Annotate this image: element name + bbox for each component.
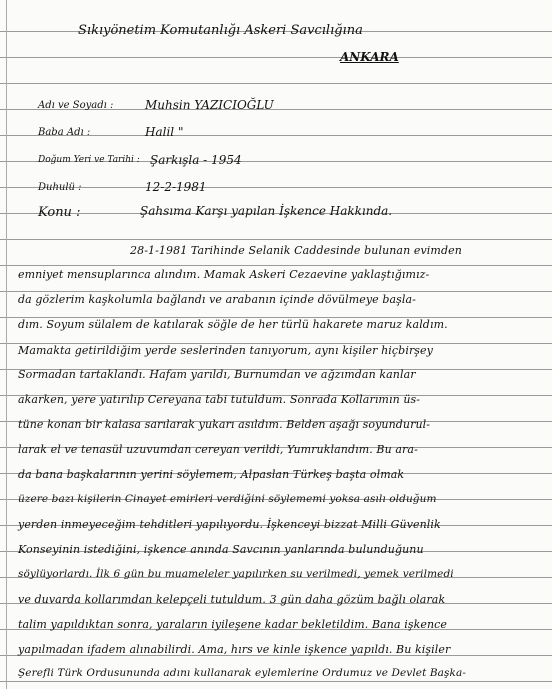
body-line-12: yerden inmeyeceğim tehditleri yapılıyordu. İşkenceyi bizzat Milli Güvenlik — [18, 518, 441, 531]
body-line-5: Mamakta getirildiğim yerde seslerinden tanıyorum, aynı kişiler hiçbirşey — [18, 344, 433, 357]
field-value-entry: 12-2-1981 — [145, 180, 207, 194]
body-line-17: yapılmadan ifadem alınabilirdi. Ama, hırs ve kinle işkence yapıldı. Bu kişiler — [18, 643, 451, 656]
field-value-birth: Şarkışla - 1954 — [150, 153, 242, 167]
field-value-subject: Şahsıma Karşı yapılan İşkence Hakkında. — [140, 204, 393, 218]
body-line-6: Sormadan tartaklandı. Hafam yarıldı, Burnumdan ve ağzımdan kanlar — [18, 368, 416, 381]
body-line-14: söylüyorlardı. İlk 6 gün bu muameleler yapılırken su verilmedi, yemek verilmedi — [18, 568, 454, 580]
field-value-name: Muhsin YAZICIOĞLU — [145, 98, 274, 112]
field-label-entry: Duhulü : — [38, 182, 82, 193]
field-label-name: Adı ve Soyadı : — [38, 100, 114, 111]
field-label-birth: Doğum Yeri ve Tarihi : — [38, 155, 140, 165]
page-margin-line — [0, 0, 7, 689]
body-line-7: akarken, yere yatırılıp Cereyana tabi tutuldum. Sonrada Kollarımın üs- — [18, 393, 421, 406]
field-value-father: Halil " — [145, 125, 184, 139]
body-line-13: Konseyinin istediğini, işkence anında Savcının yanlarında bulunduğunu — [18, 543, 424, 556]
addressee-line: Sıkıyönetim Komutanlığı Askeri Savcılığına — [78, 23, 363, 38]
field-label-subject: Konu : — [38, 205, 81, 220]
body-line-8: tüne konan bir kalasa sarılarak yukarı asıldım. Belden aşağı soyundurul- — [18, 418, 431, 431]
field-label-father: Baba Adı : — [38, 127, 91, 138]
body-line-9: larak el ve tenasül uzuvumdan cereyan verildi, Yumruklandım. Bu ara- — [18, 443, 418, 456]
body-line-1: 28-1-1981 Tarihinde Selanik Caddesinde bulunan evimden — [130, 244, 462, 257]
body-line-18: Şerefli Türk Ordusununda adını kullanarak eylemlerine Ordumuz ve Devlet Başka- — [18, 667, 466, 679]
body-line-16: talim yapıldıktan sonra, yaraların iyileşene kadar bekletildim. Bana işkence — [18, 618, 448, 631]
body-line-15: ve duvarda kollarımdan kelepçeli tutuldum. 3 gün daha gözüm bağlı olarak — [18, 593, 446, 606]
body-line-10: da bana başkalarının yerini söylemem, Alpaslan Türkeş başta olmak — [18, 468, 405, 481]
body-line-4: dım. Soyum sülalem de katılarak söğle de her türlü hakarete maruz kaldım. — [18, 318, 448, 331]
city-heading: ANKARA — [340, 50, 399, 64]
body-line-2: emniyet mensuplarınca alındım. Mamak Askeri Cezaevine yaklaştığımız- — [18, 268, 430, 281]
body-line-11: üzere bazı kişilerin Cinayet emirleri verdiğini söylememi yoksa asılı olduğum — [18, 493, 437, 505]
body-line-3: da gözlerim kaşkolumla bağlandı ve arabanın içinde dövülmeye başla- — [18, 293, 416, 306]
